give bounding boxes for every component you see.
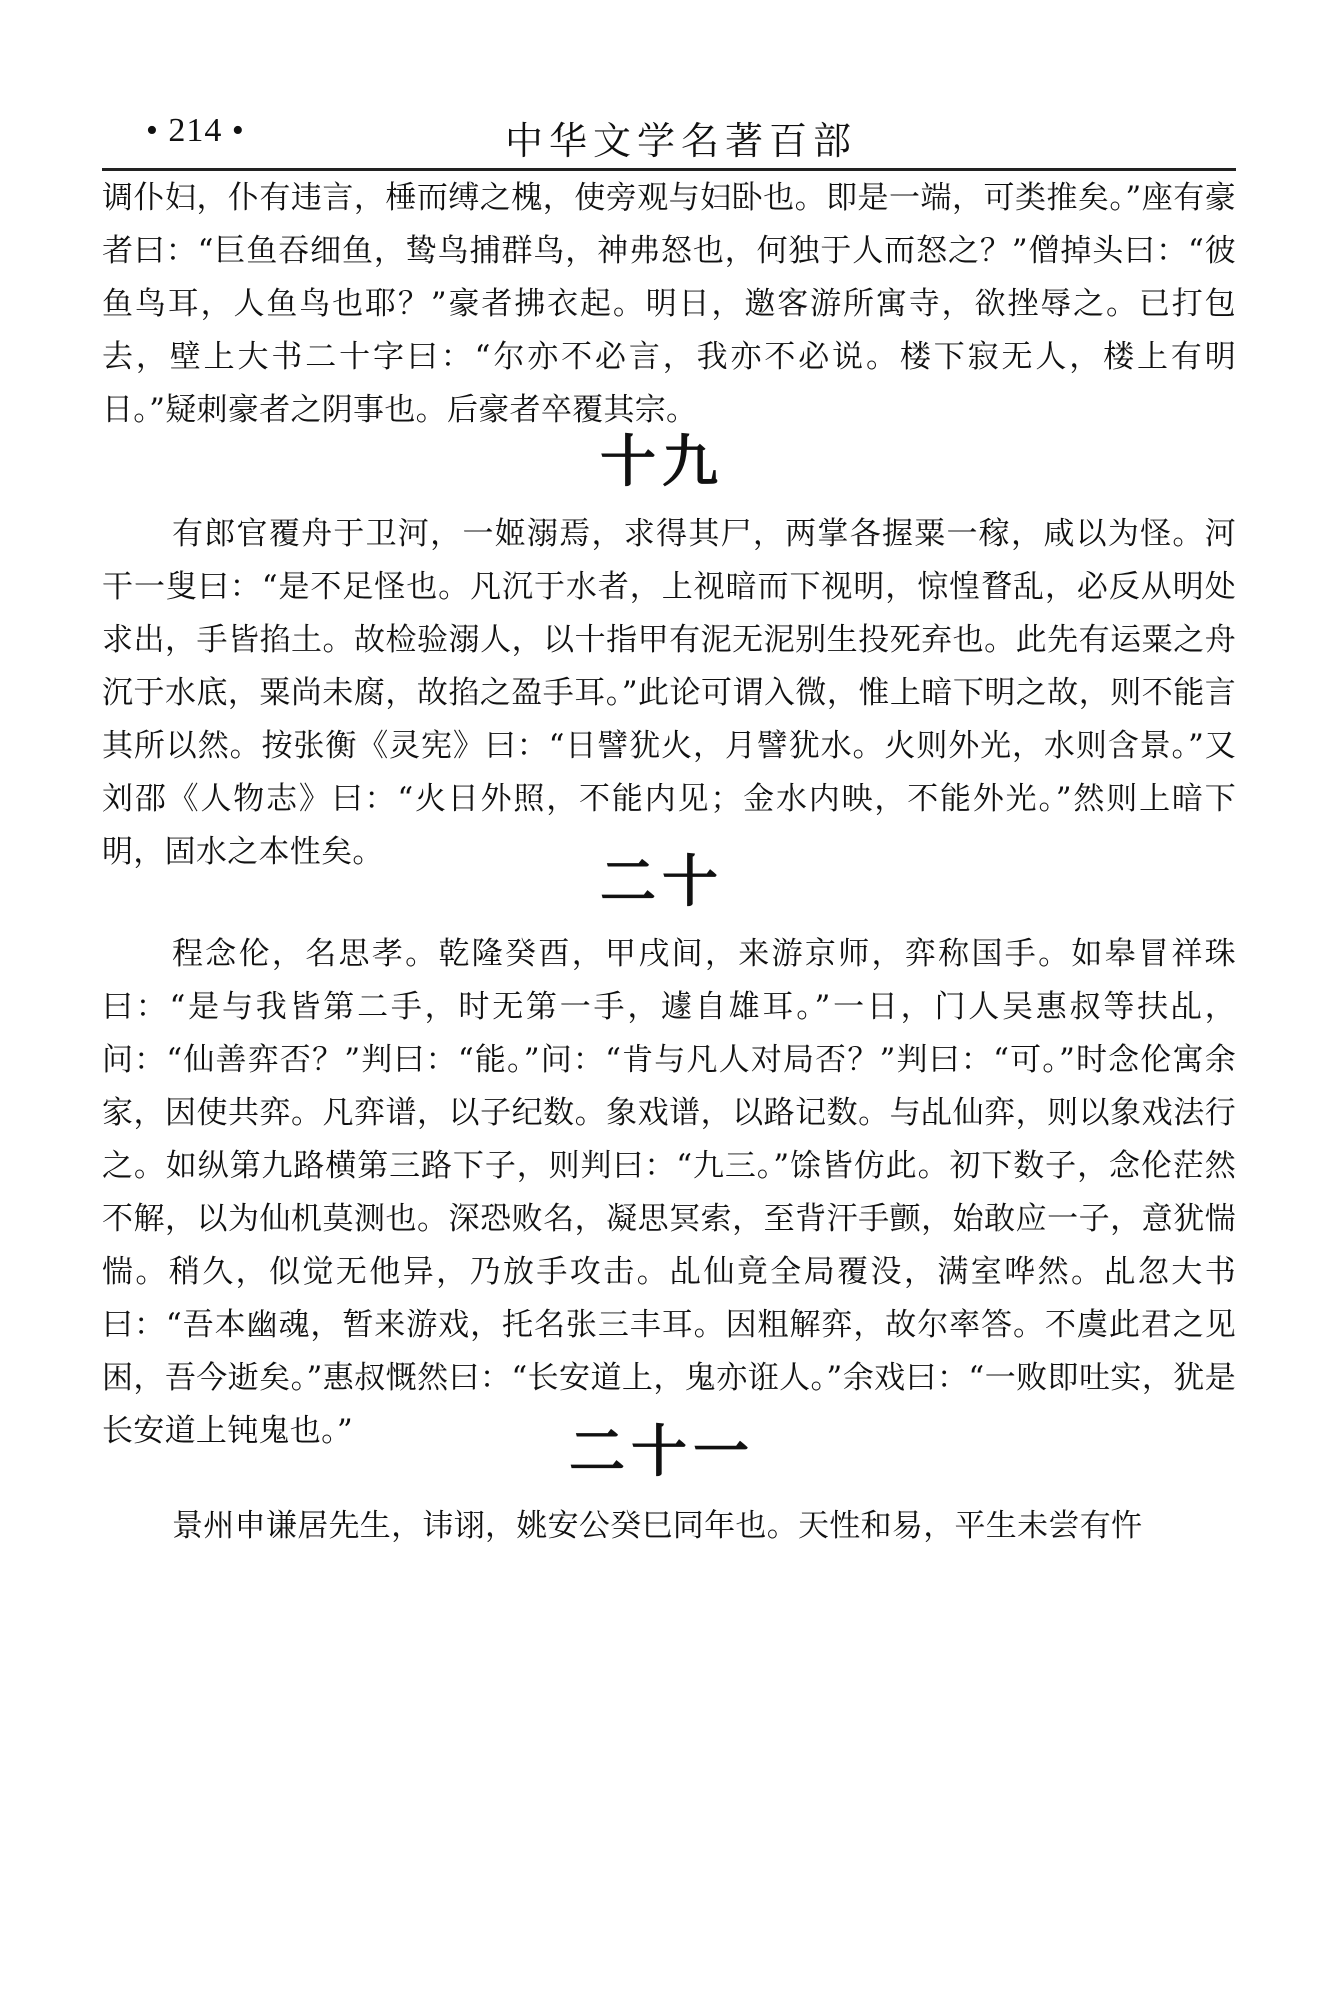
- paragraph-continuation: 调仆妇，仆有违言，棰而缚之槐，使旁观与妇卧也。即是一端，可类推矣。”座有豪者曰：“巨鱼吞细鱼，鸷鸟捕群鸟，神弗怒也，何独于人而怒之？”僧掉头曰：“彼鱼鸟耳，人鱼鸟也耶？”豪者拂衣起。明日，邀客游所寓寺，欲挫辱之。已打包去，壁上大书二十字曰：“尔亦不必言，我亦不必说。楼下寂无人，楼上有明日。”疑刺豪者之阴事也。后豪者卒覆其宗。: [102, 180, 1236, 428]
- section-heading-20: 二十: [600, 850, 724, 915]
- paragraph-19: 有郎官覆舟于卫河，一姬溺焉，求得其尸，两掌各握粟一稼，咸以为怪。河干一叟曰：“是不足怪也。凡沉于水者，上视暗而下视明，惊惶瞀乱，必反从明处求出，手皆掐土。故检验溺人，以十指甲有泥无泥别生投死弃也。此先有运粟之舟沉于水底，粟尚未腐，故掐之盈手耳。”此论可谓入微，惟上暗下明之故，则不能言其所以然。按张衡《灵宪》曰：“日譬犹火，月譬犹水。火则外光，水则含景。”又刘邵《人物志》曰：“火日外照，不能内见；金水内映，不能外光。”然则上暗下明，固水之本性矣。: [102, 516, 1236, 870]
- section-heading-21: 二十一: [569, 1420, 755, 1485]
- section-heading-19: 十九: [600, 430, 724, 495]
- page-header: [102, 108, 1236, 171]
- page-number: • 214 •: [146, 112, 245, 149]
- paragraph-20: 程念伦，名思孝。乾隆癸酉，甲戌间，来游京师，弈称国手。如皋冒祥珠曰：“是与我皆第二手，时无第一手，遽自雄耳。”一日，门人吴惠叔等扶乩，问：“仙善弈否？”判曰：“能。”问：“肯与凡人对局否？”判曰：“可。”时念伦寓余家，因使共弈。凡弈谱，以子纪数。象戏谱，以路记数。与乩仙弈，则以象戏法行之。如纵第九路横第三路下子，则判曰：“九三。”馀皆仿此。初下数子，念伦茫然不解，以为仙机莫测也。深恐败名，凝思冥索，至背汗手颤，始敢应一子，意犹惴惴。稍久，似觉无他异，乃放手攻击。乩仙竟全局覆没，满室哗然。乩忽大书曰：“吾本幽魂，暂来游戏，托名张三丰耳。因粗解弈，故尔率答。不虞此君之见困，吾今逝矣。”惠叔慨然曰：“长安道上，鬼亦诳人。”余戏曰：“一败即吐实，犹是长安道上钝鬼也。”: [102, 936, 1236, 1449]
- running-title: 中华文学名著百部: [504, 119, 857, 163]
- paragraph-21: 景州申谦居先生，讳诩，姚安公癸巳同年也。天性和易，平生未尝有忤: [172, 1508, 1143, 1544]
